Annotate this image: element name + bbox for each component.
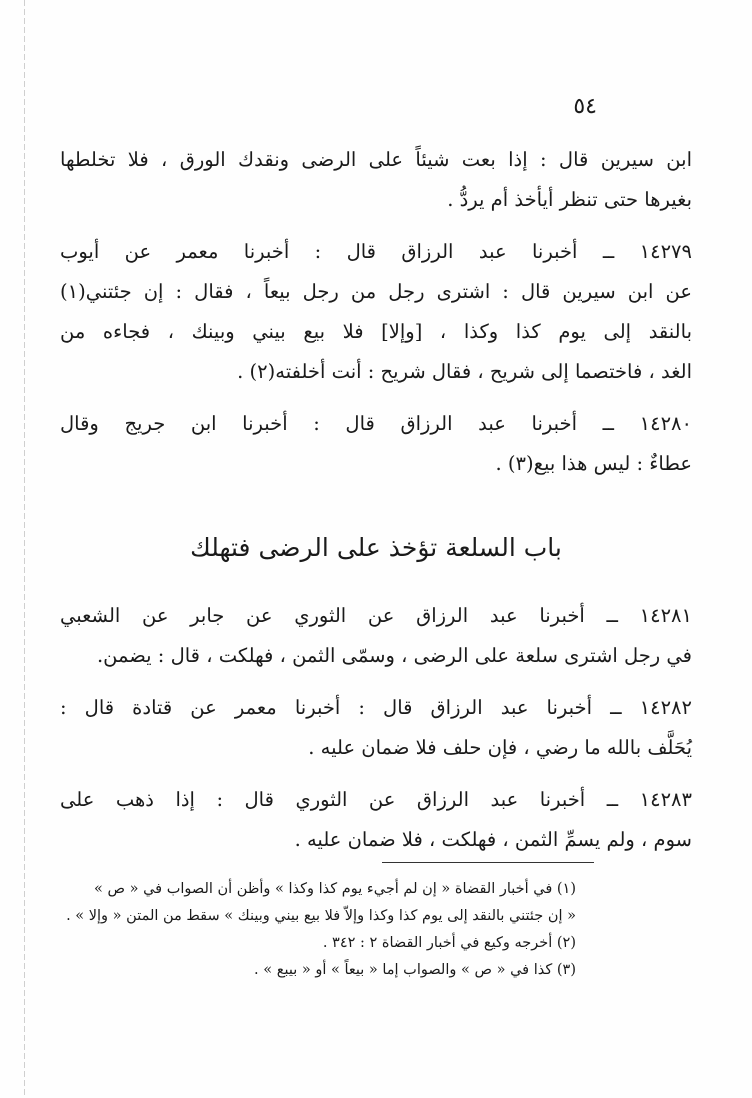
footnote-3: (٣) كذا في « ص » والصواب إما « بيعاً » أو « بيبع » . [254, 962, 576, 978]
margin-rule [24, 0, 25, 1098]
paragraph-14280 [60, 404, 692, 484]
footnote-2: (٢) أخرجه وكيع في أخبار القضاة ٢ : ٣٤٢ . [322, 935, 576, 951]
text-line: بغيرها حتى تنظر أيأخذ أم يردُّ . [447, 188, 692, 211]
text-line: في رجل اشترى سلعة على الرضى ، وسمّى الثمن ، فهلكت ، قال : يضمن. [96, 644, 692, 667]
text-line: يُحَلَّف بالله ما رضي ، فإن حلف فلا ضمان عليه . [308, 736, 692, 759]
text-line: ١٤٢٨٠ ــ أخبرنا عبد الرزاق قال : أخبرنا ابن جريج وقال [60, 412, 692, 435]
text-line: ١٤٢٨٢ ــ أخبرنا عبد الرزاق قال : أخبرنا معمر عن قتادة قال : [60, 696, 692, 719]
text-line: ١٤٢٨٣ ــ أخبرنا عبد الرزاق عن الثوري قال : إذا ذهب على [60, 788, 692, 811]
text-line: الغد ، فاختصما إلى شريح ، فقال شريح : أنت أخلفته(٢) . [237, 360, 692, 383]
main-text [60, 140, 692, 872]
text-line: ابن سيرين قال : إذا بعت شيئاً على الرضى ونقدك الورق ، فلا تخلطها [60, 148, 692, 171]
text-line: سوم ، ولم يسمِّ الثمن ، فهلكت ، فلا ضمان عليه . [294, 828, 692, 851]
paragraph-14283 [60, 780, 692, 860]
chapter-title: باب السلعة تؤخذ على الرضى فتهلك [190, 533, 562, 562]
footnotes [36, 876, 576, 984]
paragraph-1 [60, 140, 692, 220]
text-line: ١٤٢٨١ ــ أخبرنا عبد الرزاق عن الثوري عن جابر عن الشعبي [60, 604, 692, 627]
paragraph-14281 [60, 596, 692, 676]
text-line: عن ابن سيرين قال : اشترى رجل من رجل بيعاً ، فقال : إن جئتني(١) [60, 280, 692, 303]
footnote-1: (١) في أخبار القضاة « إن لم أجيء يوم كذا وكذا » وأظن أن الصواب في « ص » [93, 881, 576, 897]
text-line: ١٤٢٧٩ ــ أخبرنا عبد الرزاق قال : أخبرنا معمر عن أيوب [60, 240, 692, 263]
page-number: ٥٤ [573, 94, 597, 119]
text-line: بالنقد إلى يوم كذا وكذا ، [وإلا] فلا بيع بيني وبينك ، فجاءه من [60, 320, 692, 343]
footnote-1-continued: « إن جئتني بالنقد إلى يوم كذا وكذا وإلاّ فلا بيع بيني وبينك » سقط من المتن « وإلا » . [66, 908, 576, 924]
paragraph-14279 [60, 232, 692, 392]
footnote-divider [382, 862, 594, 863]
paragraph-14282 [60, 688, 692, 768]
text-line: عطاءٌ : ليس هذا بيع(٣) . [495, 452, 692, 475]
